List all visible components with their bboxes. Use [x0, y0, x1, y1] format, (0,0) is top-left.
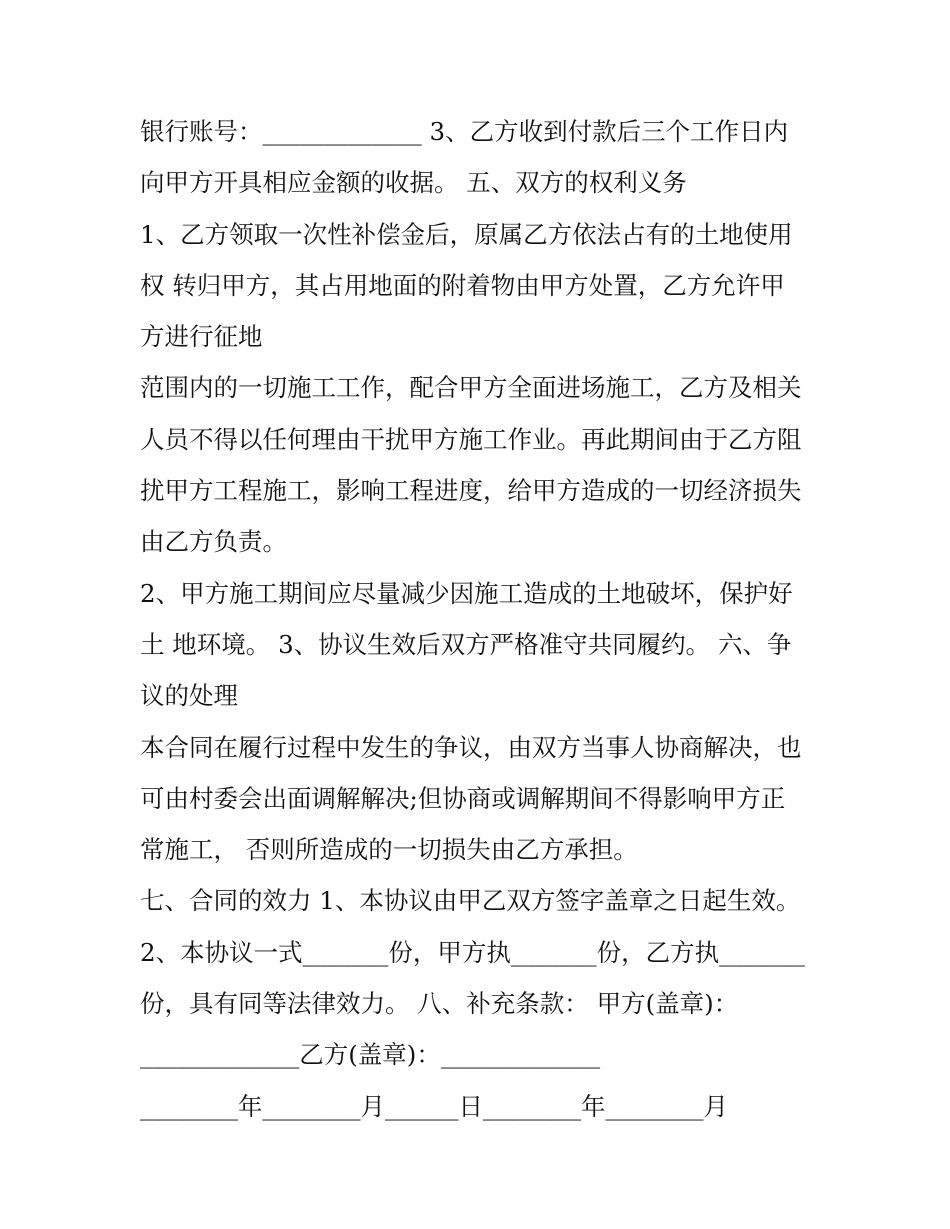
- text-line: 份，具有同等法律效力。 八、补充条款： 甲方(盖章)：: [140, 989, 739, 1019]
- text-line: 2、本协议一式_______份，甲方执_______份，乙方执_______: [140, 937, 805, 967]
- text-line: 七、合同的效力 1、本协议由甲乙双方签字盖章之日起生效。: [140, 886, 801, 916]
- text-line: 权 转归甲方，其占用地面的附着物由甲方处置，乙方允许甲: [140, 270, 785, 300]
- text-line: 由乙方负责。: [140, 527, 287, 557]
- text-line: 银行账号：_____________ 3、乙方收到付款后三个工作日内: [140, 117, 789, 146]
- text-line: 议的处理: [140, 681, 238, 711]
- text-line: _____________乙方(盖章)：_____________: [140, 1040, 601, 1070]
- text-line: 本合同在履行过程中发生的争议，由双方当事人协商解决，也: [140, 732, 802, 762]
- text-line: 土 地环境。 3、协议生效后双方严格准守共同履约。 六、争: [140, 629, 792, 659]
- text-line: 常施工， 否则所造成的一切损失由乙方承担。: [140, 835, 638, 865]
- text-line: 方进行征地: [140, 322, 263, 352]
- text-line: 2、甲方施工期间应尽量减少因施工造成的土地破坏，保护好: [140, 578, 793, 608]
- text-line: 向甲方开具相应金额的收据。 五、双方的权利义务: [140, 168, 687, 198]
- text-line: ________年________月______日________年________月: [140, 1091, 728, 1121]
- text-line: 范围内的一切施工工作，配合甲方全面进场施工，乙方及相关: [140, 373, 802, 403]
- text-line: 可由村委会出面调解解决;但协商或调解期间不得影响甲方正: [140, 783, 786, 813]
- contract-body: [140, 106, 820, 1132]
- text-line: 1、乙方领取一次性补偿金后，原属乙方依法占有的土地使用: [140, 219, 793, 249]
- text-line: 人员不得以任何理由干扰甲方施工作业。再此期间由于乙方阻: [140, 424, 802, 454]
- text-line: 扰甲方工程施工，影响工程进度，给甲方造成的一切经济损失: [140, 476, 802, 506]
